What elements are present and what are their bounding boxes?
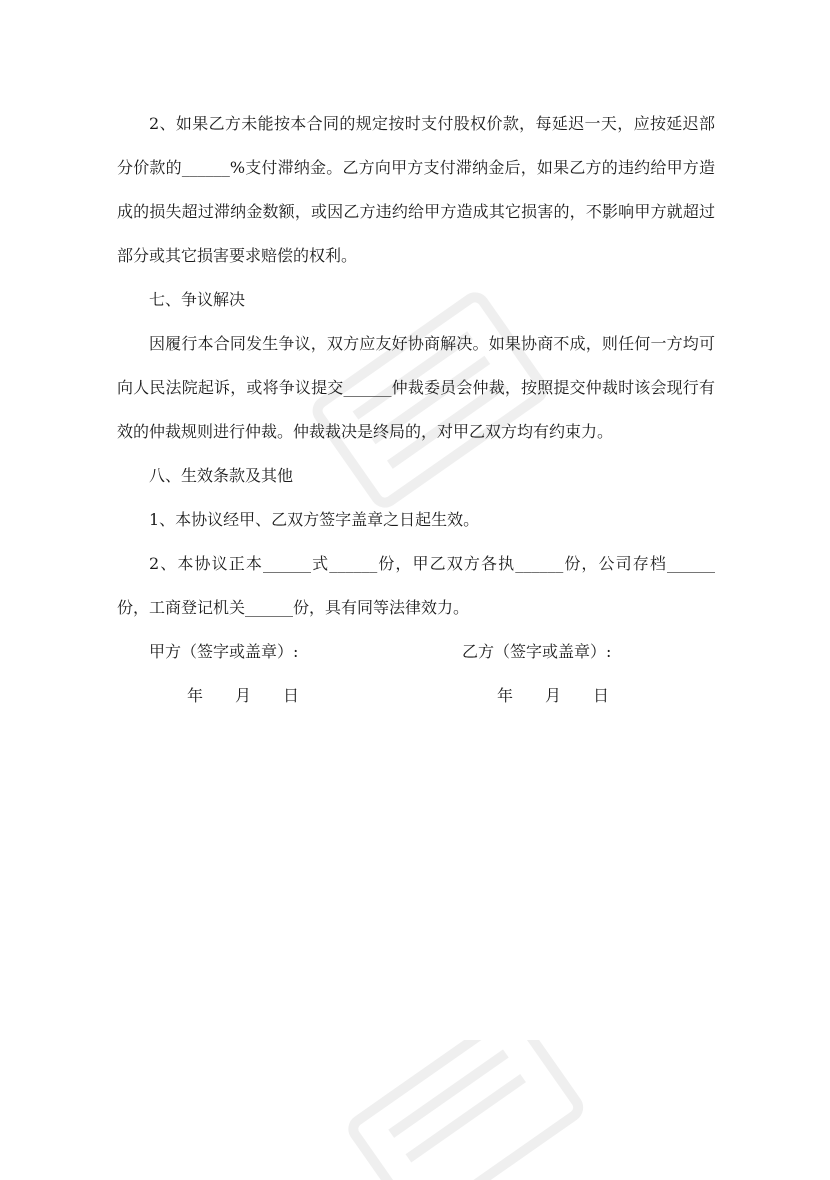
- watermark-stamp-icon-bottom: [330, 1040, 590, 1180]
- clause-6-2-paragraph: 2、如果乙方未能按本合同的规定按时支付股权价款，每延迟一天，应按延迟部分价款的______%支付滞纳金。乙方向甲方支付滞纳金后，如果乙方的违约给甲方造成的损失超过滞纳金数额，或因乙方违约给甲方造成其它损害的，不影响甲方就超过部分或其它损害要求赔偿的权利。: [117, 114, 715, 265]
- clause-8-2-paragraph: 2、本协议正本______式______份，甲乙双方各执______份，公司存档______份，工商登记机关______份，具有同等法律效力。: [117, 554, 715, 617]
- party-b-signature-label: 乙方（签字或盖章）:: [462, 642, 612, 661]
- party-a-month-label: 月: [235, 686, 252, 705]
- document-body: [117, 102, 715, 718]
- party-a-day-label: 日: [283, 686, 300, 705]
- party-a-signature-label: 甲方（签字或盖章）:: [149, 642, 299, 661]
- party-a-date: [187, 674, 331, 718]
- clause-8-1-paragraph: 1、本协议经甲、乙双方签字盖章之日起生效。: [149, 510, 480, 529]
- section-8-heading: 八、生效条款及其他: [149, 466, 294, 485]
- dispute-resolution-paragraph: 因履行本合同发生争议，双方应友好协商解决。如果协商不成，则任何一方均可向人民法院起诉，或将争议提交______仲裁委员会仲裁，按照提交仲裁时该会现行有效的仲裁规则进行仲裁。仲裁裁决是终局的，对甲乙双方均有约束力。: [117, 334, 715, 441]
- party-b-year-label: 年: [497, 686, 514, 705]
- party-a-year-label: 年: [187, 686, 204, 705]
- party-b-month-label: 月: [545, 686, 562, 705]
- party-b-day-label: 日: [593, 686, 610, 705]
- section-7-heading: 七、争议解决: [149, 290, 246, 309]
- signature-row: [117, 630, 715, 674]
- date-row: [117, 674, 715, 718]
- party-b-date: [497, 674, 641, 718]
